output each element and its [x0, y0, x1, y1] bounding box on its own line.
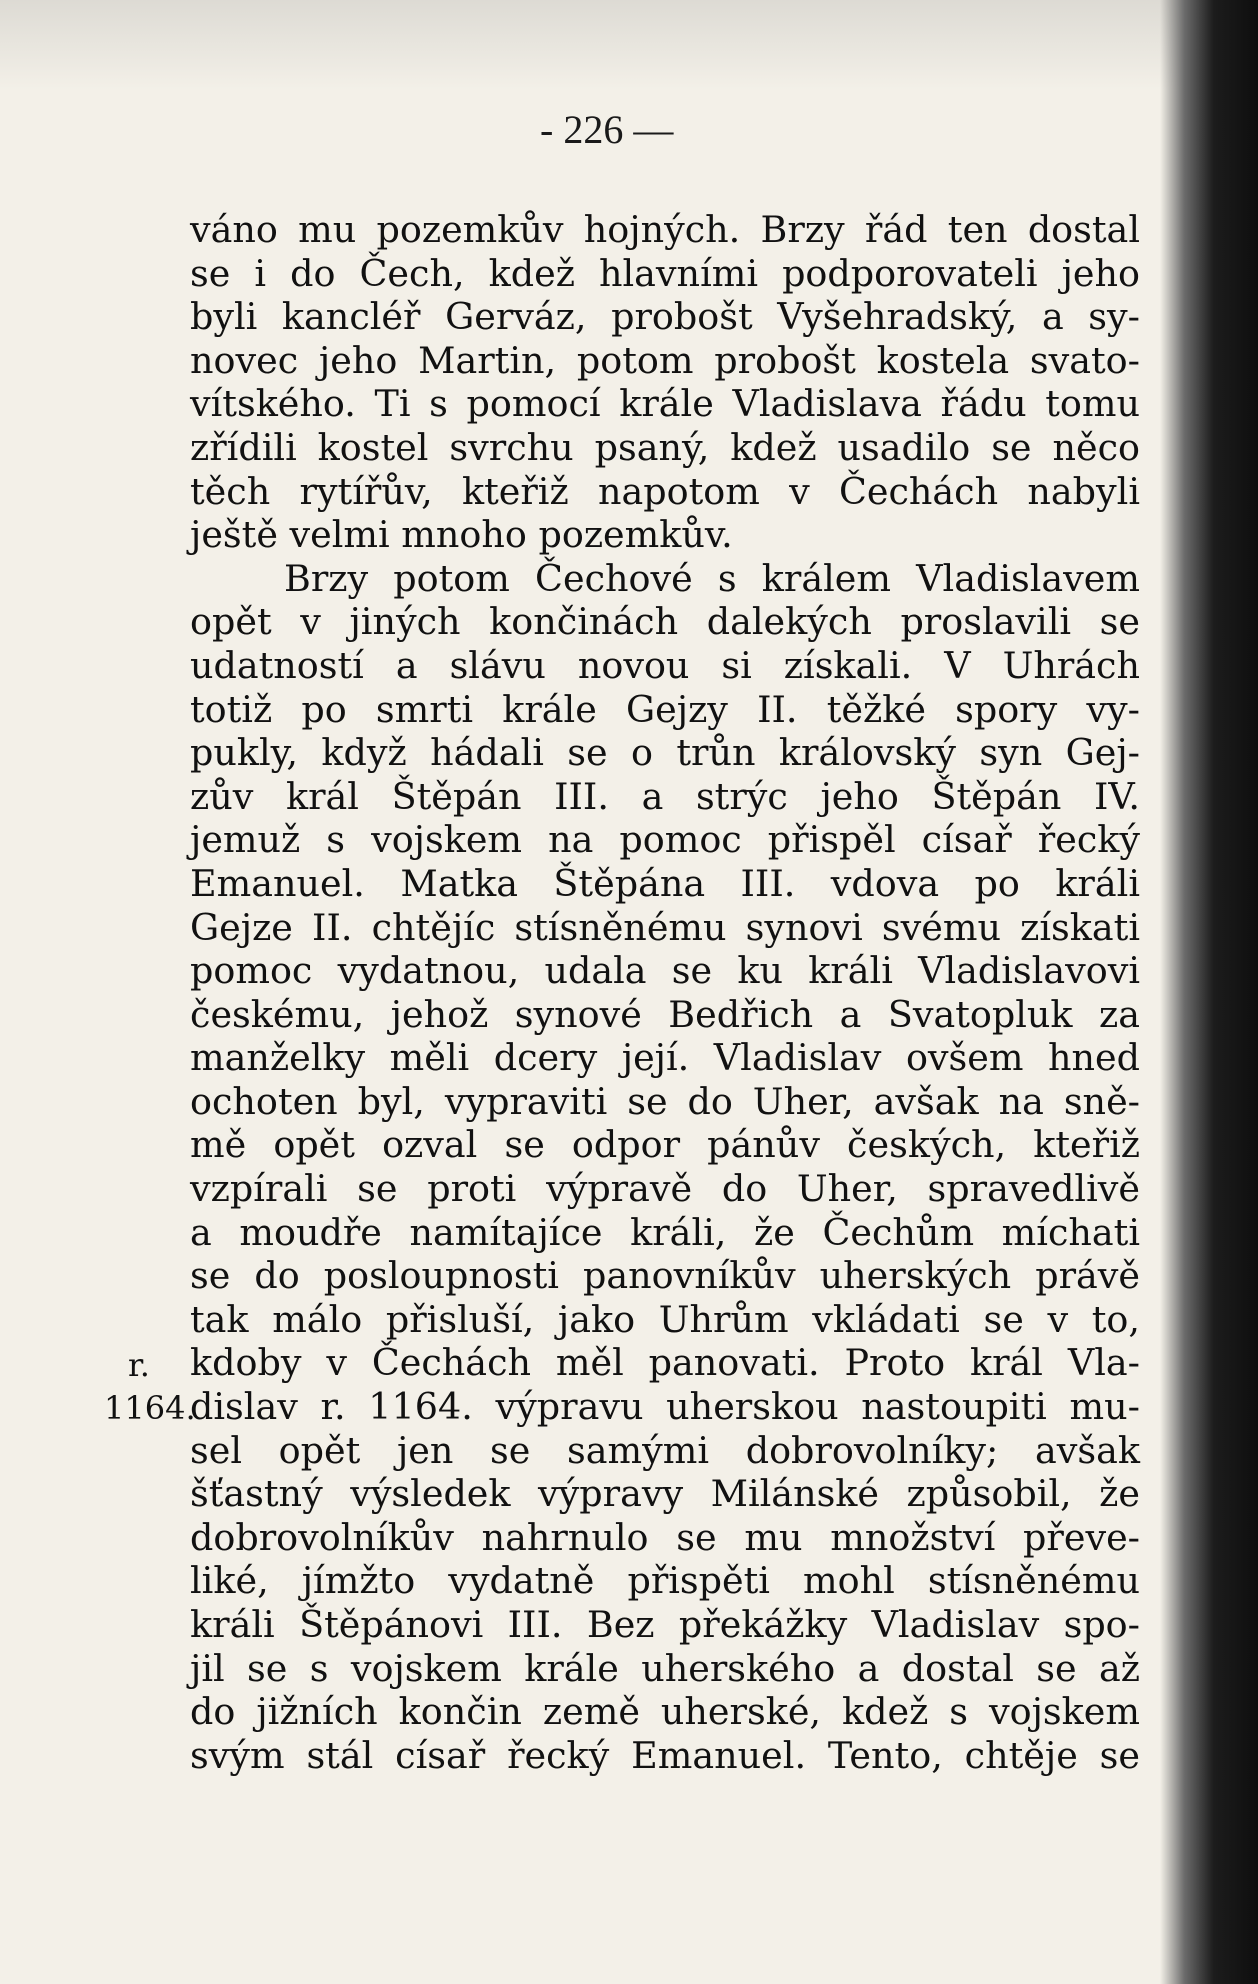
- text-line: novec jeho Martin, potom probošt kostela svato-: [190, 338, 1140, 382]
- text-line: ochoten byl, vypraviti se do Uher, avšak na sně-: [190, 1079, 1140, 1123]
- text-line: jemuž s vojskem na pomoc přispěl císař řecký: [190, 818, 1140, 862]
- text-line: mě opět ozval se odpor pánův českých, kteřiž: [190, 1123, 1140, 1167]
- text-line: šťastný výsledek výpravy Milánské způsobil, že: [190, 1472, 1140, 1516]
- text-line: těch rytířův, kteřiž napotom v Čechách nabyli: [190, 469, 1140, 513]
- body-text: [190, 208, 1140, 1777]
- text-line: pomoc vydatnou, udala se ku králi Vladislavovi: [190, 949, 1140, 993]
- text-line: zřídili kostel svrchu psaný, kdež usadilo se něco: [190, 425, 1140, 469]
- text-line: kdoby v Čechách měl panovati. Proto král Vla-: [190, 1341, 1140, 1385]
- text-line: se do posloupnosti panovníkův uherských právě: [190, 1254, 1140, 1298]
- text-line: liké, jímžto vydatně přispěti mohl stísněnému: [190, 1559, 1140, 1603]
- paragraph-end-line: ještě velmi mnoho pozemkův.: [190, 513, 733, 557]
- paragraph-start-line: Brzy potom Čechové s králem Vladislavem: [284, 556, 1140, 600]
- text-line: se i do Čech, kdež hlavními podporovateli jeho: [190, 251, 1140, 295]
- text-line: totiž po smrti krále Gejzy II. těžké spory vy-: [190, 687, 1140, 731]
- margin-note-year: 1164.: [104, 1389, 196, 1427]
- text-line: zův král Štěpán III. a strýc jeho Štěpán IV.: [190, 774, 1140, 818]
- text-line: vítského. Ti s pomocí krále Vladislava řádu tomu: [190, 382, 1140, 426]
- text-line: do jižních končin země uherské, kdež s vojskem: [190, 1690, 1140, 1734]
- text-line: dobrovolníkův nahrnulo se mu množství převe-: [190, 1515, 1140, 1559]
- text-line: a moudře namítajíce králi, že Čechům míchati: [190, 1210, 1140, 1254]
- page-number: - 226 —: [540, 107, 674, 152]
- book-spine-shadow: [1160, 0, 1258, 1984]
- page-top-shading: [0, 0, 1195, 90]
- margin-note-year-label: r.: [128, 1346, 150, 1384]
- text-line: byli kancléř Gerváz, probošt Vyšehradský, a sy-: [190, 295, 1140, 339]
- text-line: Gejze II. chtějíc stísněnému synovi svému získati: [190, 905, 1140, 949]
- text-line: svým stál císař řecký Emanuel. Tento, chtěje se: [190, 1733, 1140, 1777]
- text-line: opět v jiných končinách dalekých proslavili se: [190, 600, 1140, 644]
- text-line: králi Štěpánovi III. Bez překážky Vladislav spo-: [190, 1603, 1140, 1646]
- text-line: Emanuel. Matka Štěpána III. vdova po králi: [190, 861, 1140, 905]
- text-line: tak málo přisluší, jako Uhrům vkládati se v to,: [190, 1297, 1140, 1341]
- text-line: manželky měli dcery její. Vladislav ovšem hned: [190, 1036, 1140, 1080]
- text-line: udatností a slávu novou si získali. V Uhrách: [190, 643, 1140, 687]
- text-line: českému, jehož synové Bedřich a Svatopluk za: [190, 992, 1140, 1036]
- text-line: vzpírali se proti výpravě do Uher, spravedlivě: [190, 1167, 1140, 1211]
- text-line: váno mu pozemkův hojných. Brzy řád ten dostal: [190, 208, 1140, 251]
- text-line: jil se s vojskem krále uherského a dostal se až: [190, 1646, 1140, 1690]
- text-line: dislav r. 1164. výpravu uherskou nastoupiti mu-: [190, 1385, 1140, 1429]
- text-line: sel opět jen se samými dobrovolníky; avšak: [190, 1428, 1140, 1472]
- text-line: pukly, když hádali se o trůn královský syn Gej-: [190, 731, 1140, 775]
